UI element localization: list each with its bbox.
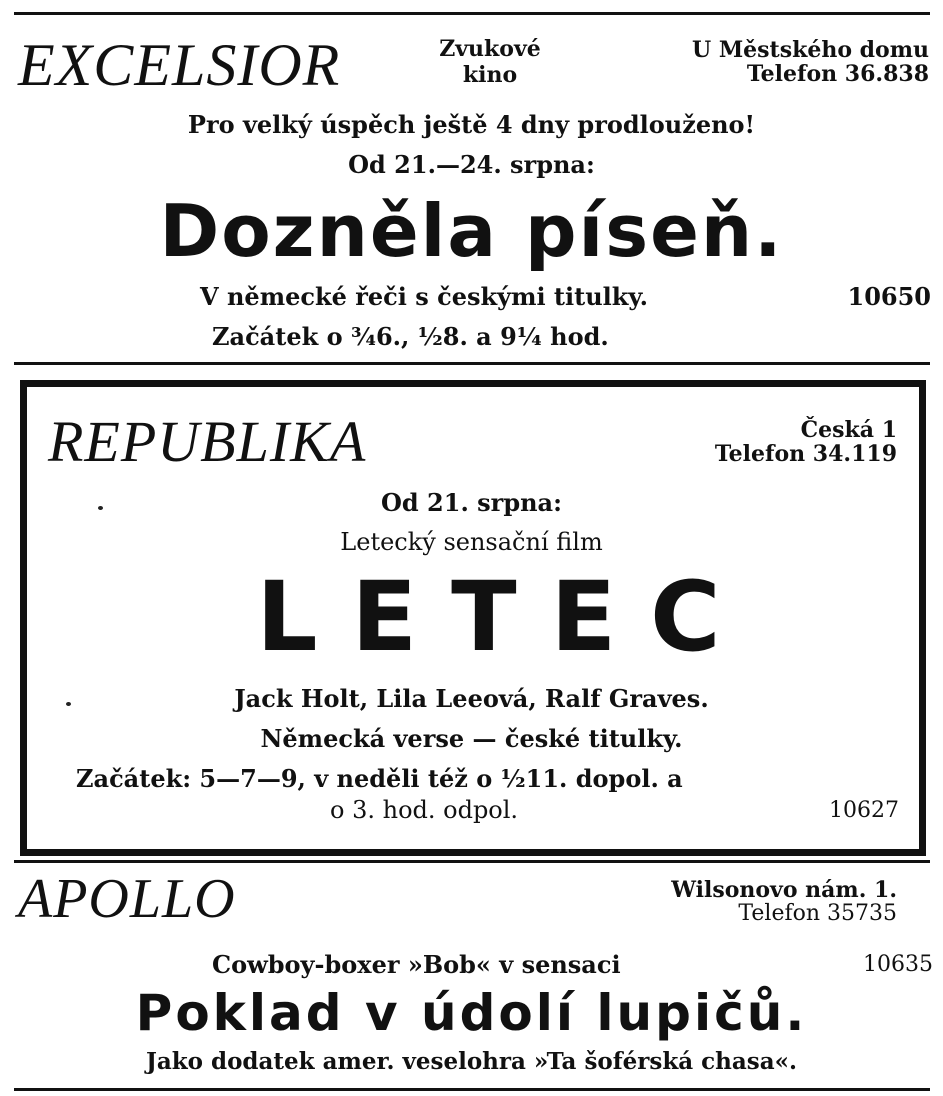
excelsior-phone: Telefon 36.838 [746,61,929,87]
excelsior-notice: Pro velký úspěch ještě 4 dny prodlouženo! [187,110,756,139]
republika-dates: Od 21. srpna: [381,488,562,517]
apollo-supplement: Jako dodatek amer. veselohra »Ta šoférská chasa«. [145,1048,798,1075]
republika-address: Česká 1 [800,417,897,443]
apollo-film-title: Poklad v údolí lupičů. [135,984,808,1042]
excelsior-showtimes: Začátek o ¾6., ½8. a 9¼ hod. [212,322,609,351]
excelsior-cinema-type [420,36,560,88]
apollo-address-block [671,878,897,926]
top-rule [14,12,930,15]
bottom-rule [14,1088,930,1091]
apollo-ad-number: 10635 [863,952,933,977]
excelsior-type-line2: kino [462,62,518,88]
excelsior-address-block [692,38,929,86]
excelsior-film-title: Dozněla píseň. [159,189,784,273]
republika-showtimes-line1: Začátek: 5—7—9, v neděli též o ½11. dopol. a [76,764,683,793]
excelsior-dates: Od 21.—24. srpna: [348,150,595,179]
apollo-cinema-name: APOLLO [18,868,236,930]
excelsior-ad-number: 10650 [847,282,931,311]
republika-cinema-name: REPUBLIKA [48,409,367,474]
republika-showtimes-line2: o 3. hod. odpol. [330,796,519,824]
republika-version: Německá verse — české titulky. [260,724,683,753]
republika-phone: Telefon 34.119 [714,441,897,467]
republika-address-block [715,418,897,466]
apollo-subtitle: Cowboy-boxer »Bob« v sensaci [212,950,621,979]
republika-ad-number: 10627 [829,798,899,823]
republika-cast: Jack Holt, Lila Leeová, Ralf Graves. [234,684,709,713]
excelsior-language: V německé řeči s českými titulky. [200,282,648,311]
republika-genre: Letecký sensační film [340,528,603,556]
republika-bottom-rule [14,860,930,863]
excelsior-bottom-rule [14,362,930,365]
apollo-phone: Telefon 35735 [738,901,897,926]
excelsior-cinema-name: EXCELSIOR [18,32,341,98]
republika-film-title: LETEC [256,561,755,673]
apollo-address: Wilsonovo nám. 1. [671,877,897,903]
excelsior-type-line1: Zvukové [439,36,541,62]
excelsior-address: U Městského domu [691,37,929,63]
